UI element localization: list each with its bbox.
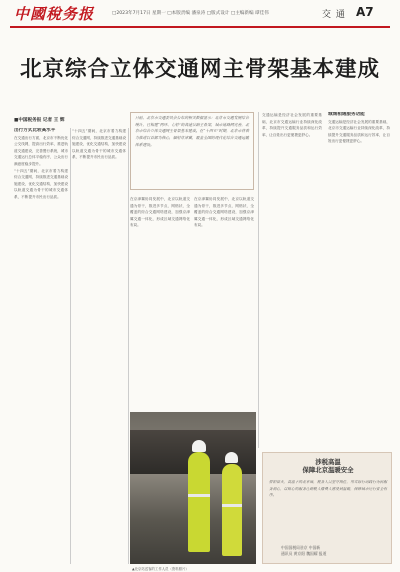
sidebar-title [263,458,393,474]
lead-box: 日前，北京市交通委员会公布的相关数据显示：北京市交通发展综合统计，已构建“两环、七射”的高速公路主骨架，城市道路网完善，北京市综合立体交通网主骨架基本建成。在“十四五”时期，北京市将着力推进以首都为核心，辐射京津冀，覆盖全国的现代化综合交通运输体系建设。 [130,112,254,190]
issue-meta: □2023年7月17日 星期一 □本版责编 潘泉涛 □版式设计 □主编新编 谭佳伟 [112,11,269,16]
worker-shape [188,452,210,552]
byline: ■中国税务报 记者 王 辉 [14,118,65,123]
article-column-6 [328,112,390,448]
photo-caption: ▲北京站送客的工作人员（资料照片） [132,567,189,571]
reflective-stripe [222,504,242,507]
newspaper-logo: 中國稅务报 [14,5,95,23]
sidebar-title-line-1: 涉税高温 [315,458,341,466]
paragraph: 交通运输是经济社会发展的重要基础，北京市交通运输行业持续深化改革，持续提升交通服务品质和运行效率，让百姓出行更便捷更舒心。 [262,113,322,137]
sidebar-box [262,452,392,564]
section-name: 交 通 [322,10,346,20]
paragraph: “十四五”期间，北京市着力构建综合交通网，持续推进交通基础设施建设，优化交通结构，加快建设以轨道交通为骨干的城市交通体系，不断提升市民出行品质。 [72,129,126,160]
paragraph: 在交通出行方面，北京市不断优化公交线网，提高出行效率，推进轨道交通建设，完善慢行系统，城市交通运行总体平稳有序，公众出行满意度稳步提升。 [14,135,68,166]
article-column-2 [72,128,126,560]
helmet-shape [192,440,206,452]
news-photo [130,412,256,564]
sidebar-title-line-2: 保障北京温暖安全 [302,466,354,474]
sidebar-text: 骄阳似火，高温下的北京城，税务人员坚守岗位，用实际行动践行为民服务初心，以贴心的服务让纳税人缴费人感受到温暖，保障城市运行安全有序。 [269,480,387,498]
sidebar-author [281,545,326,556]
paragraph: 在京津冀协同发展中，北京以轨道交通为骨干，推进多节点、网格状、全覆盖的综合交通网络建设，加强京津冀交通一体化，形成区域交通网络化布局。 [194,197,254,228]
article-column-1 [14,128,68,564]
article-column-5 [262,112,322,448]
article-column-3 [130,196,190,408]
paragraph: 交通运输是经济社会发展的重要基础，北京市交通运输行业持续深化改革，持续提升交通服务品质和运行效率，让百姓出行更便捷更舒心。 [328,119,390,144]
page-number: A7 [356,5,374,19]
paragraph: “十四五”期间，北京市着力构建综合交通网，持续推进交通基础设施建设，优化交通结构，加快建设以轨道交通为骨干的城市交通体系，不断提升市民出行品质。 [14,168,68,199]
article-column-4 [194,196,254,408]
subhead-1: 出行方式比较高水平 [14,128,56,133]
masthead [0,0,400,28]
masthead-rule [10,26,390,28]
paragraph: 在京津冀协同发展中，北京以轨道交通为骨干，推进多节点、网格状、全覆盖的综合交通网络建设，加强京津冀交通一体化，形成区域交通网络化布局。 [130,197,190,228]
worker-shape [222,464,242,556]
subhead-3: 城城相通服务功能 [328,112,365,117]
sidebar-author-line-2: 通讯员 黄京阳 魏国耀 报道 [281,550,327,556]
reflective-stripe [188,494,210,497]
helmet-shape [225,452,238,463]
page-title: 北京综合立体交通网主骨架基本建成 [19,57,380,82]
sidebar-author-line-1: 中国国税局驻京 中国新 [281,545,321,550]
